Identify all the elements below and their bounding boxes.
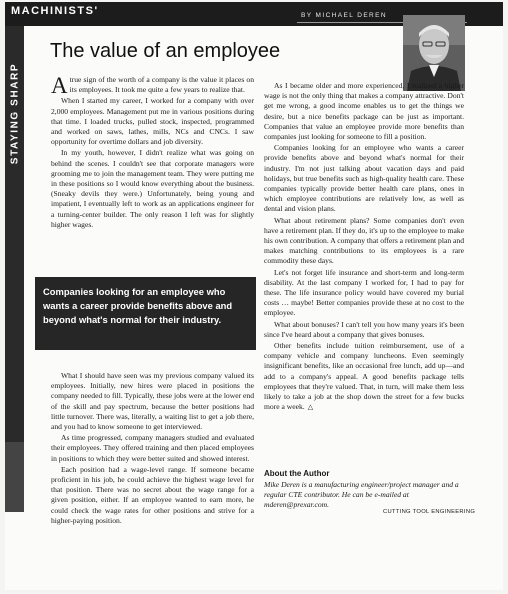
section-title: MACHINISTS' <box>11 5 99 17</box>
paragraph-12: Other benefits include tuition reimbursement, use of a company vehicle and company luncheons. Even seemingly insignificant benefits, like an occasional free lunch, add up—and add to a company's appeal. A good benefits package tells employees that they're valued. That, in turn, will make them less likely to take a job at the shop down the street for a few bucks more a week. △ <box>264 341 464 412</box>
about-author-text: Mike Deren is a manufacturing engineer/project manager and a regular CTE contributor. He can be e-mailed at mderen@prexar.com. <box>264 480 459 510</box>
side-tab <box>5 26 24 512</box>
magazine-page <box>5 2 503 590</box>
article-title: The value of an employee <box>50 40 281 62</box>
paragraph-3: In my youth, however, I didn't realize what was going on behind the scenes. I couldn't see that corporate managers were grooming me to join the management team. They were putting me in these positions so I would know everything about the business. (Sneaky devils they were.) Unfortunately, being young and impatient, I eventually left to work as an applications engineer for a turning-center builder. The only reason I left was for slightly higher wages. <box>51 148 254 229</box>
paragraph-9: What about retirement plans? Some companies don't even have a retirement plan. If they do, it's up to the employee to make his own contribution. A company that offers a retirement plan and makes matching contributions to its employees is a rare commodity these days. <box>264 215 464 266</box>
paragraph-11: What about bonuses? I can't tell you how many years it's been since I've heard about a company that gives bonuses. <box>264 319 464 339</box>
side-tab-label: STAYING SHARP <box>9 62 21 165</box>
magazine-footer: CUTTING TOOL ENGINEERING <box>383 509 476 515</box>
paragraph-10: Let's not forget life insurance and short-term and long-term disability. At the last company I worked for, I had to pay for these. The life insurance policy would have covered my burial costs … maybe! Better companies provide these at no cost to the employee. <box>264 267 464 318</box>
pull-quote-box <box>35 277 256 350</box>
end-mark-icon: △ <box>307 403 314 412</box>
article-column-1-top <box>51 75 254 231</box>
paragraph-1: Atrue sign of the worth of a company is the value it places on its employees. It took me quite a few years to realize that. <box>51 73 254 98</box>
author-portrait-image <box>403 15 465 91</box>
article-column-1-bottom <box>51 371 254 527</box>
paragraph-5: As time progressed, company managers studied and evaluated their employees. They offered training and then placed employees in positions to which they were better suited and showed interest. <box>51 433 254 463</box>
article-column-2 <box>264 81 464 414</box>
pull-quote: Companies looking for an employee who wants a career provide benefits above and beyond what's normal for their industry. <box>43 286 233 325</box>
drop-cap: A <box>51 73 68 98</box>
paragraph-4: What I should have seen was my previous company valued its employees. Initially, new hires were placed in positions the company needed to fill. Typically, these jobs were at the lower end of the skill and pay spectrum, because the better positions had little turnover. There was, literally, a waiting list to get a job there, and you had to know someone to get interviewed. <box>51 371 254 432</box>
paragraph-7: As I became older and more experienced, I realized a higher wage is not the only thing that makes a company attractive. Don't get me wrong, a good income enables us to get the things we desire, but a nice benefits package can be just as important. Companies that value an employee provide more benefits than companies just looking for someone to fill a position. <box>264 81 464 142</box>
about-author-heading: About the Author <box>264 469 330 478</box>
author-byline: BY MICHAEL DEREN <box>301 12 387 19</box>
side-tab-lower <box>5 442 24 512</box>
paragraph-2: When I started my career, I worked for a company with over 2,000 employees. Management put me in various positions during that time. I loaded trucks, pulled stock, inspected, programmed and worked on saws, lathes, mills, NCs and CNCs. I saw opportunity for overtime dollars and job diversity. <box>51 96 254 147</box>
author-photo <box>403 15 465 91</box>
paragraph-8: Companies looking for an employee who wants a career provide benefits above and beyond what's normal for their industry. I'm not just talking about vacation days and paid holidays, but true benefits such as high-quality health care. These companies typically provide better health care plans, ones in which employee contributions are relatively low, as well as dental and vision plans. <box>264 143 464 214</box>
paragraph-6: Each position had a wage-level range. If someone became proficient in his job, he could achieve the highest wage level for that position. There was no secret about the wage range for a given position, either. If an employee wanted to earn more, he could check the wage rates for other positions and strive for a higher-paying position. <box>51 464 254 525</box>
